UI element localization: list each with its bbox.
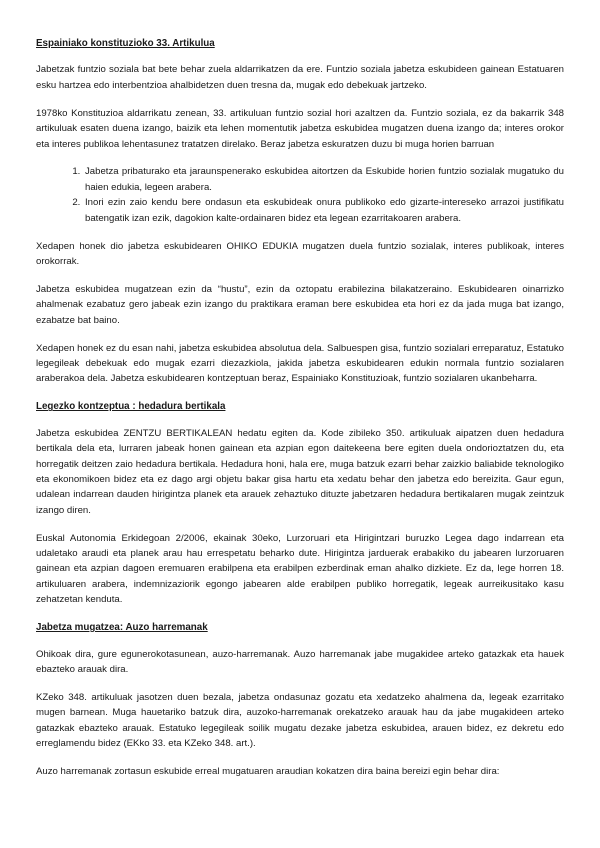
paragraph: Jabetza eskubidea mugatzean ezin da “hustu”, ezin da oztopatu erabilezina bilakatzeraino. Eskubidearen oinarrizko ahalmenak ezabatuz gero jabeak ezin izango du praktikara eraman bere eskubidea eta hori ez da jada muga bat izango, ezabatze bat baino.	[36, 283, 564, 326]
list-item: 1. Jabetza pribaturako eta jaraunspenerako eskubidea aitortzen da Eskubide horien funtzio sozialak mugatuko du haien edukia, legeen arabera.	[83, 164, 564, 195]
paragraph: Jabetzak funtzio soziala bat bete behar zuela aldarrikatzen da ere. Funtzio soziala jabetza eskubideen gainean Estatuaren esku hartzea edo interbentzioa ahalbidetzen duen tresna da, mugak edo debekuak jartzeko.	[36, 64, 564, 91]
paragraph: Xedapen honek ez du esan nahi, jabetza eskubidea absolutua dela. Salbuespen gisa, funtzio sozialari erreparatuz, Estatuko legegileak debekuak edo mugak ezarri diezazkiola, jakida jabetza eskubidearen edukin normala funtzio sozialaren araberakoa dela. Jabetza eskubidearen kontzeptuan beraz, Espainiako Konstituzioak, funtzio sozialaren ukanbeharra.	[36, 342, 564, 385]
document-page	[36, 36, 564, 792]
paragraph: 1978ko Konstituzioa aldarrikatu zenean, 33. artikuluan funtzio sozial hori azaltzen da. Funtzio soziala, ez da bakarrik 348 artikuluak esaten duena izango, baizik eta lehen momentutik jabetza eskubidea mugatzen duena izango da; interes orokor eta interes publikoa lehentasunez tratatzen direlako. Beraz jabetza eskuratzen duzu bi muga horien barruan	[36, 107, 564, 150]
section-heading-article-33: Espainiako konstituzioko 33. Artikulua	[36, 38, 215, 49]
paragraph: Auzo harremanak zortasun eskubide erreal mugatuaren araudian kokatzen dira baina bereizi egin behar dira:	[36, 766, 500, 778]
paragraph: Jabetza eskubidea ZENTZU BERTIKALEAN hedatu egiten da. Kode zibileko 350. artikuluak aipatzen duen hedadura bertikala dela eta, lurraren jabeak honen gainean eta azpian egon daitekeena bere egiten duela ondorioztatzen du, eta horregatik deitzen zaio hedadura bertikala. Hedadura honi, hala ere, muga batzuk ezarri behar zaizkio baliabide teknologiko eta ekonomikoen bidez eta ez dago argi objetu bakar gisa hartu eta xedatu behar den jabetza edo bereizita. Gaur egun, udalean indarrean dauden hirigintza planek eta arauek zehaztuko dituzte jabetzaren hedadura bertikalaren mugak zeintzuk izango diren.	[36, 427, 564, 516]
paragraph: Xedapen honek dio jabetza eskubidearen OHIKO EDUKIA mugatzen duela funtzio sozialak, interes publikoak, interes orokorrak.	[36, 240, 564, 267]
numbered-list	[36, 164, 564, 226]
section-heading-vertical-extent: Legezko kontzeptua : hedadura bertikala	[36, 401, 226, 413]
paragraph: Ohikoak dira, gure egunerokotasunean, auzo-harremanak. Auzo harremanak jabe mugakidee arteko gatazkak eta hauek ebazteko arauak dira.	[36, 648, 564, 675]
list-item: 2. Inori ezin zaio kendu bere ondasun eta eskubideak onura publikoko edo gizarte-intereseko arrazoi justifikatu batengatik izan ezik, dagokion kalte-ordainaren bidez eta legean ezarritakoaren arabera.	[83, 195, 564, 226]
paragraph: KZeko 348. artikuluak jasotzen duen bezala, jabetza ondasunaz gozatu eta xedatzeko ahalmena da, legeak ezarritako mugen barnean. Muga hauetariko batzuk dira, auzoko-harremanak orekatzeko arauak hau da jabe mugakideen arteko gatazkak ebazteko arauak. Estatuko legegileak soilik mugatu dezake jabetza eskubidea, arauen bidez, ez dekretu edo erreglamendu bidez (EKko 33. eta KZeko 348. art.).	[36, 691, 564, 750]
section-heading-neighbour-relations: Jabetza mugatzea: Auzo harremanak	[36, 622, 208, 634]
paragraph: Euskal Autonomia Erkidegoan 2/2006, ekainak 30eko, Lurzoruari eta Hirigintzari buruzko Legea dago indarrean eta udaletako araudi eta planek arau hau errespetatu beharko dute. Hirigintza jarduerak erabakiko du jabearen lurzoruaren gainean eta azpian dagoen eremuaren erabilpena eta erabilpen ezberdinak eman ahalko dizkiete. Ez da, lege horren 18. artikuluaren arabera, indemnizaziorik egongo jabearen alde erabilpen publiko horregatik, legeak aurreikusitako kasu zehatzetan kenduta.	[36, 532, 564, 606]
